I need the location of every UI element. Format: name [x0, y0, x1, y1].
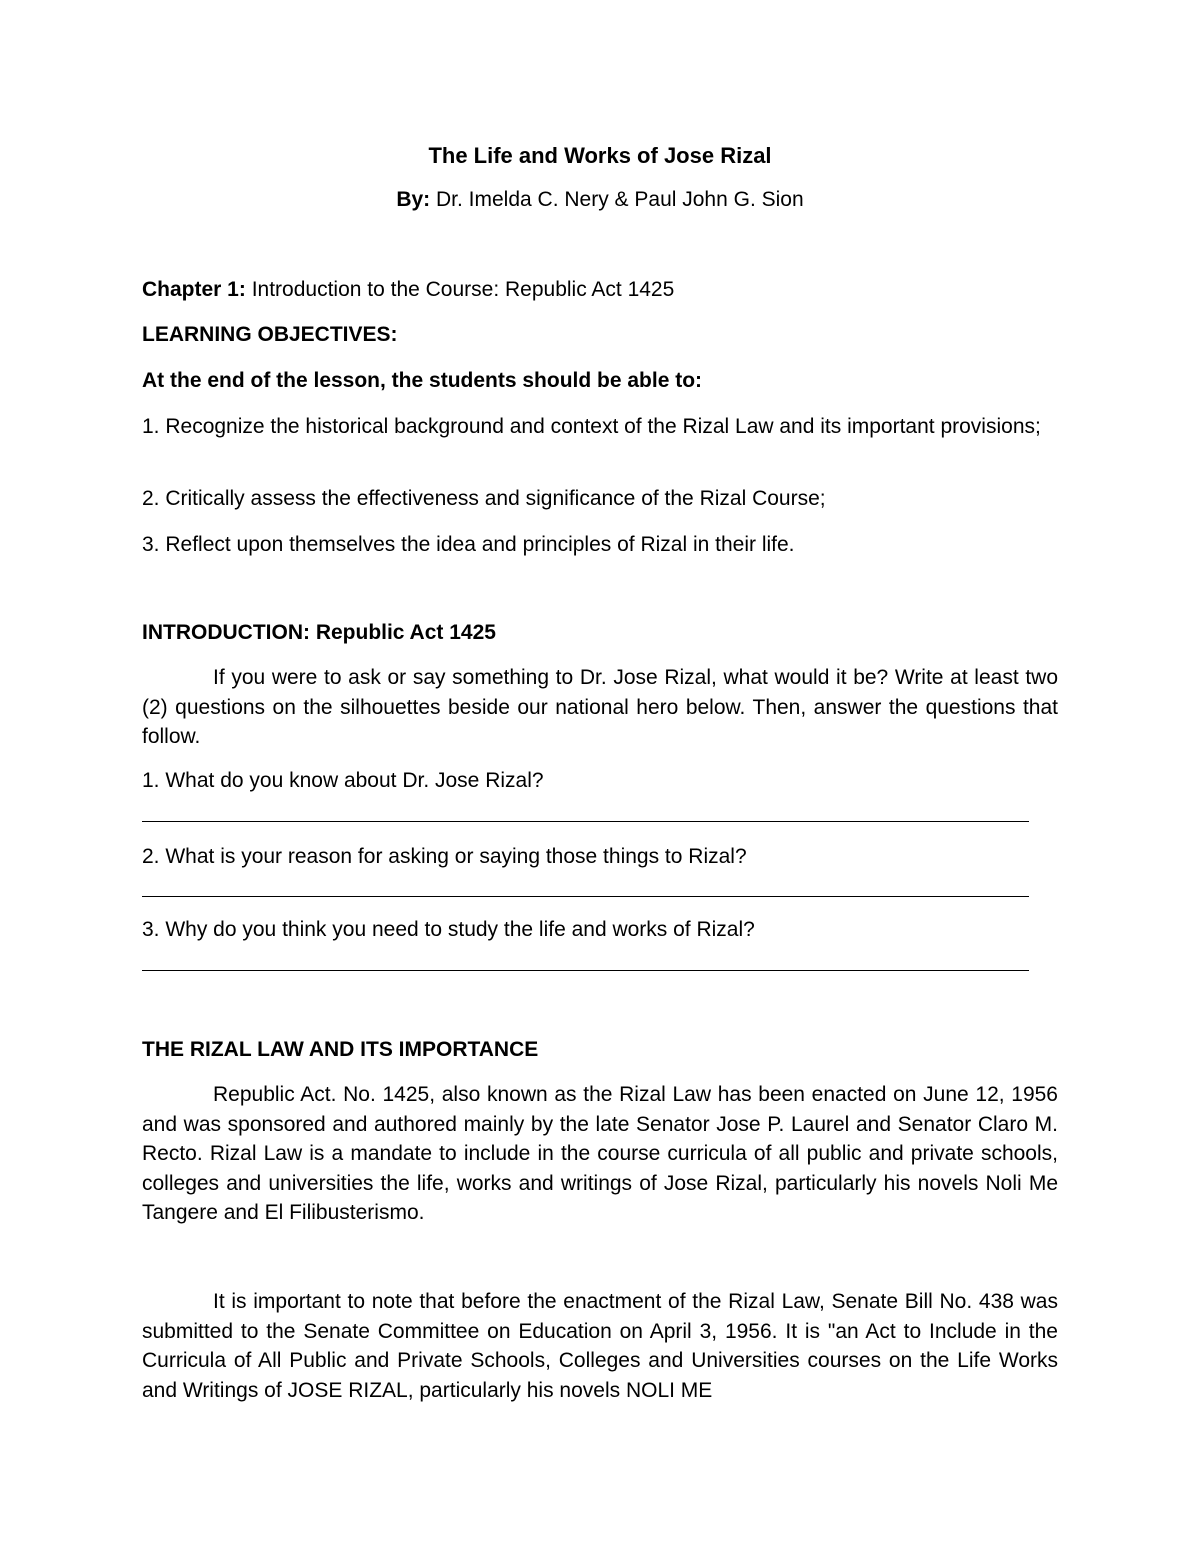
- objective-item: 2. Critically assess the effectiveness and significance of the Rizal Course;: [142, 487, 826, 510]
- answer-line: [142, 821, 1029, 822]
- question-item: 3. Why do you think you need to study the life and works of Rizal?: [142, 918, 755, 941]
- rizal-law-heading: THE RIZAL LAW AND ITS IMPORTANCE: [142, 1038, 539, 1061]
- chapter-heading: [142, 275, 674, 305]
- rizal-law-paragraph: Republic Act. No. 1425, also known as the Rizal Law has been enacted on June 12, 1956 and was sponsored and authored mainly by the late Senator Jose P. Laurel and Senator Claro M. Recto. Rizal Law is a mandate to include in the course curricula of all public and private schools, colleges and universities the life, works and writings of Jose Rizal, particularly his novels Noli Me Tangere and El Filibusterismo.: [142, 1083, 1058, 1224]
- answer-line: [142, 896, 1029, 897]
- introduction-paragraph: If you were to ask or say something to Dr. Jose Rizal, what would it be? Write at least two (2) questions on the silhouettes beside our national hero below. Then, answer the questions that follow.: [142, 666, 1058, 748]
- chapter-label: Chapter 1:: [142, 278, 246, 301]
- objective-item: 3. Reflect upon themselves the idea and principles of Rizal in their life.: [142, 533, 795, 556]
- byline: [0, 188, 1200, 212]
- chapter-title: Introduction to the Course: Republic Act 1425: [245, 278, 675, 301]
- objective-item: 1. Recognize the historical background and context of the Rizal Law and its important provisions;: [142, 415, 1041, 438]
- byline-authors: Dr. Imelda C. Nery & Paul John G. Sion: [430, 188, 804, 211]
- answer-line: [142, 970, 1029, 971]
- byline-label: By:: [396, 188, 431, 211]
- introduction-heading: INTRODUCTION: Republic Act 1425: [142, 621, 496, 644]
- document-title: The Life and Works of Jose Rizal: [428, 143, 772, 168]
- question-item: 1. What do you know about Dr. Jose Rizal?: [142, 769, 544, 792]
- rizal-law-paragraph: It is important to note that before the enactment of the Rizal Law, Senate Bill No. 438 was submitted to the Senate Committee on Education on April 3, 1956. It is "an Act to Include in the Curricula of All Public and Private Schools, Colleges and Universities courses on the Life Works and Writings of JOSE RIZAL, particularly his novels NOLI ME: [142, 1290, 1058, 1402]
- objectives-intro: At the end of the lesson, the students should be able to:: [142, 369, 703, 392]
- objectives-heading: LEARNING OBJECTIVES:: [142, 323, 398, 346]
- question-item: 2. What is your reason for asking or saying those things to Rizal?: [142, 845, 747, 868]
